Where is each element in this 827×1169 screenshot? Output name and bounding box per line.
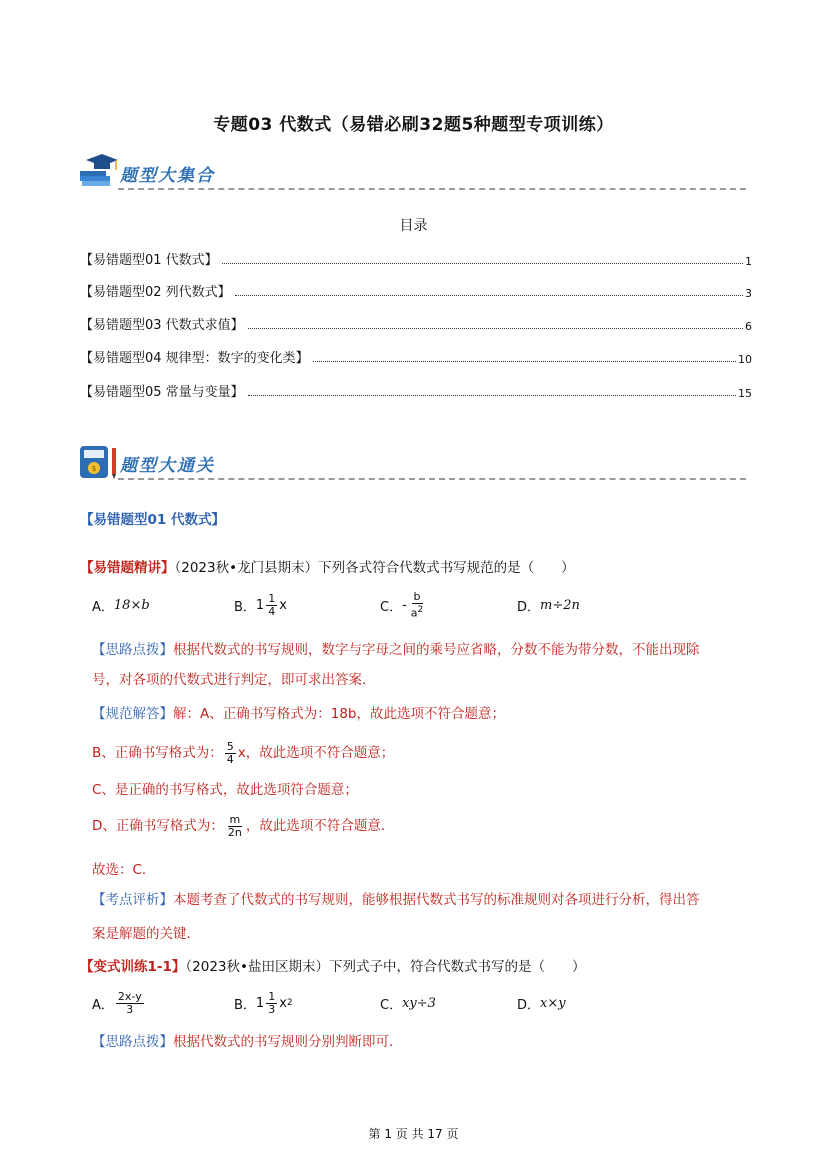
hint-line xyxy=(92,1032,403,1052)
option-c-value: xy÷3 xyxy=(402,995,436,1011)
toc-item-label: 【易错题型01 代数式】 xyxy=(80,253,218,268)
option-a-value: 18×b xyxy=(113,597,150,613)
fraction xyxy=(225,741,236,766)
fraction xyxy=(409,591,425,620)
exponent: 2 xyxy=(286,998,293,1008)
section-heading: 【易错题型01 代数式】 xyxy=(80,512,225,528)
fraction-denominator: 4 xyxy=(268,604,276,618)
option-d-value: m÷2n xyxy=(540,597,580,613)
base: a xyxy=(410,606,418,620)
option-prefix: A． xyxy=(92,997,114,1013)
option-a[interactable] xyxy=(92,988,146,1018)
answer-b-post: x，故此选项不符合题意； xyxy=(237,745,395,761)
hint-tag: 【思路点拨】 xyxy=(92,1034,173,1050)
review-line-1 xyxy=(92,890,700,910)
answer-tag: 【规范解答】 xyxy=(92,706,173,722)
toc-leader-dots xyxy=(248,395,736,396)
option-prefix: B． xyxy=(234,997,256,1013)
option-c[interactable] xyxy=(380,988,436,1018)
mixed-whole: 1 xyxy=(255,995,265,1011)
option-b-var: x xyxy=(279,597,287,613)
review-text: 本题考查了代数式的书写规则，能够根据代数式书写的标准规则对各项进行分析，得出答 xyxy=(173,892,700,908)
fraction-numerator: m xyxy=(229,812,241,826)
toc-leader-dots xyxy=(248,328,743,329)
banner-divider xyxy=(118,478,746,480)
page-footer: 第 1 页 共 17 页 xyxy=(368,1127,459,1141)
toc-item[interactable] xyxy=(80,280,752,300)
answer-line-d xyxy=(92,808,394,844)
question-2 xyxy=(80,957,585,977)
toc-item-page: 6 xyxy=(745,320,752,333)
answer-line-1 xyxy=(92,704,505,724)
fraction-denominator xyxy=(409,604,425,620)
toc-item-label: 【易错题型05 常量与变量】 xyxy=(80,385,244,400)
option-prefix: B． xyxy=(234,599,256,615)
toc-item-page: 10 xyxy=(738,353,752,366)
answer-d-pre: D、正确书写格式为： xyxy=(92,818,224,834)
toc-item-label: 【易错题型02 列代数式】 xyxy=(80,285,231,300)
answer-d-post: ，故此选项不符合题意． xyxy=(245,818,395,834)
option-b[interactable] xyxy=(234,590,287,620)
option-d-value: x×y xyxy=(540,995,566,1011)
review-line-2: 案是解题的关键． xyxy=(92,926,200,942)
option-a[interactable] xyxy=(92,590,150,620)
hint-line-1 xyxy=(92,640,700,660)
fraction-numerator: 1 xyxy=(268,591,276,605)
question-text: （2023秋•龙门县期末）下列各式符合代数式书写规范的是（ ） xyxy=(174,560,575,576)
question-1-options xyxy=(92,590,732,620)
toc-item[interactable] xyxy=(80,313,752,333)
option-d[interactable] xyxy=(517,988,566,1018)
banner-question-types xyxy=(78,150,746,194)
answer-line-c: C、是正确的书写格式，故此选项符合题意； xyxy=(92,782,358,798)
fraction-denominator: 4 xyxy=(226,752,234,766)
toc-item-label: 【易错题型04 规律型：数字的变化类】 xyxy=(80,351,309,366)
banner-title: 题型大通关 xyxy=(120,456,215,476)
review-tag: 【考点评析】 xyxy=(92,892,173,908)
toc-item-page: 3 xyxy=(745,287,752,300)
fraction-denominator: 3 xyxy=(268,1002,276,1016)
fraction xyxy=(266,593,277,618)
fraction xyxy=(266,991,277,1016)
banner-question-pass xyxy=(78,440,746,484)
answer-b-pre: B、正确书写格式为： xyxy=(92,745,223,761)
option-prefix: A． xyxy=(92,599,114,615)
mixed-whole: 1 xyxy=(255,597,265,613)
question-2-options xyxy=(92,988,732,1018)
banner-title: 题型大集合 xyxy=(120,166,215,186)
hint-text: 根据代数式的书写规则分别判断即可． xyxy=(173,1034,403,1050)
question-1 xyxy=(80,558,575,578)
graduation-cap-icon xyxy=(78,150,118,190)
fraction-denominator: 3 xyxy=(126,1002,134,1016)
option-b[interactable] xyxy=(234,988,293,1018)
fraction-denominator: 2n xyxy=(227,825,242,839)
toc-leader-dots xyxy=(222,263,743,264)
hint-text: 根据代数式的书写规则，数字与字母之间的乘号应省略，分数不能为带分数，不能出现除 xyxy=(173,642,700,658)
question-text: （2023秋•盐田区期末）下列式子中，符合代数式书写的是（ ） xyxy=(185,959,586,975)
final-choice: 故选：C． xyxy=(92,862,156,878)
hint-tag: 【思路点拨】 xyxy=(92,642,173,658)
minus-sign: - xyxy=(402,597,407,613)
svg-text:$: $ xyxy=(91,464,97,473)
option-d[interactable] xyxy=(517,590,580,620)
toc-leader-dots xyxy=(313,361,736,362)
toc-item-page: 1 xyxy=(745,255,752,268)
option-prefix: C． xyxy=(380,599,403,615)
page-title: 专题03 代数式（易错必刷32题5种题型专项训练） xyxy=(213,115,614,135)
option-prefix: C． xyxy=(380,997,403,1013)
toc-title: 目录 xyxy=(399,218,428,234)
calculator-icon xyxy=(78,440,118,480)
toc-leader-dots xyxy=(235,295,743,296)
fraction-numerator: 2x-y xyxy=(117,989,142,1003)
option-b-var: x xyxy=(279,995,287,1011)
answer-text: 解：A、正确书写格式为：18b，故此选项不符合题意； xyxy=(173,706,505,722)
answer-line-b xyxy=(92,735,394,771)
exponent: 2 xyxy=(417,604,424,615)
fraction xyxy=(116,991,144,1016)
toc-item-label: 【易错题型03 代数式求值】 xyxy=(80,318,244,333)
hint-line-2: 号，对各项的代数式进行判定，即可求出答案． xyxy=(92,672,376,688)
fraction-numerator: 5 xyxy=(226,739,234,753)
toc-item[interactable] xyxy=(80,248,752,268)
question-tag: 【易错题精讲】 xyxy=(80,560,175,576)
toc-item[interactable] xyxy=(80,346,752,366)
toc-item-page: 15 xyxy=(738,387,752,400)
toc-item[interactable] xyxy=(80,380,752,400)
question-tag: 【变式训练1-1】 xyxy=(80,959,186,975)
fraction xyxy=(226,814,244,839)
option-prefix: D． xyxy=(517,599,541,615)
banner-divider xyxy=(118,188,746,190)
fraction-numerator: 1 xyxy=(268,989,276,1003)
option-c[interactable] xyxy=(380,590,427,620)
fraction-numerator: b xyxy=(413,589,421,603)
option-prefix: D． xyxy=(517,997,541,1013)
